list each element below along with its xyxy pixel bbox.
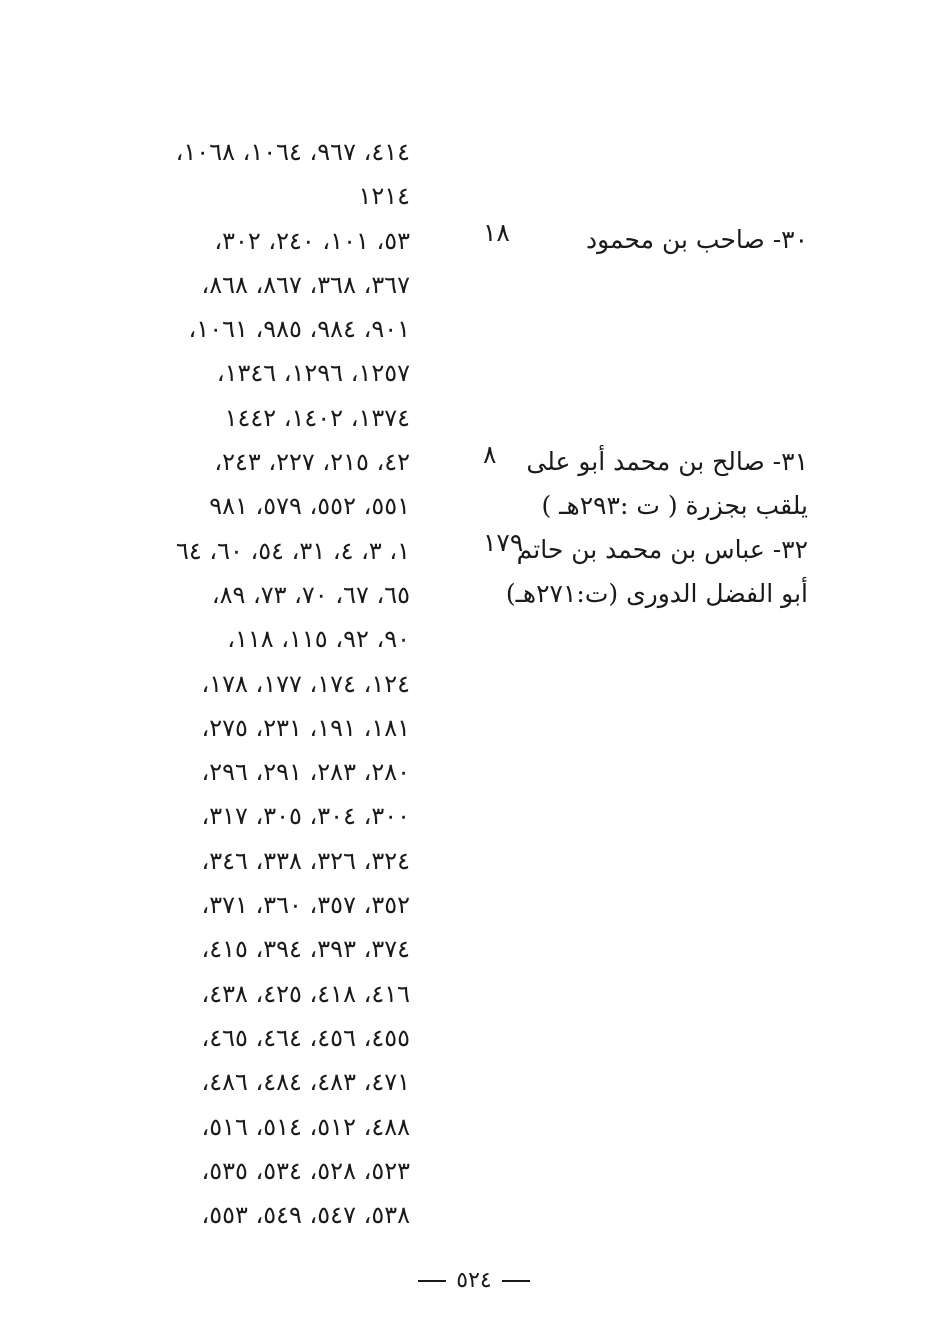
- narrator-count: ١٧٩: [483, 528, 524, 557]
- reference-line: ١٢٤، ١٧٤، ١٧٧، ١٧٨،: [201, 669, 410, 698]
- reference-line: ٣٠٠، ٣٠٤، ٣٠٥، ٣١٧،: [201, 802, 410, 831]
- narrator-entry-31: [463, 440, 808, 529]
- reference-line: ٥٣٨، ٥٤٧، ٥٤٩، ٥٥٣،: [201, 1201, 410, 1230]
- reference-line: ٢٨٠، ٢٨٣، ٢٩١، ٢٩٦،: [201, 758, 410, 787]
- reference-line: ٤١٤، ٩٦٧، ١٠٦٤، ١٠٦٨،: [175, 138, 410, 166]
- narrator-name: ٣٢- عباس بن محمد بن حاتم: [516, 535, 808, 564]
- reference-line: ٤١٦، ٤١٨، ٤٢٥، ٤٣٨،: [201, 979, 410, 1008]
- narrator-name: ٣١- صالح بن محمد أبو على: [526, 447, 808, 476]
- reference-line: ١٨١، ١٩١، ٢٣١، ٢٧٥،: [201, 713, 410, 742]
- reference-line: ٥٣، ١٠١، ٢٤٠، ٣٠٢،: [214, 226, 410, 255]
- reference-line: ٥٥١، ٥٥٢، ٥٧٩، ٩٨١: [209, 492, 410, 521]
- narrator-name: ٣٠- صاحب بن محمود: [585, 225, 808, 254]
- reference-line: ١، ٣، ٤، ٣١، ٥٤، ٦٠، ٦٤: [175, 536, 410, 565]
- reference-line: ٤٨٨، ٥١٢، ٥١٤، ٥١٦،: [201, 1112, 410, 1141]
- reference-line: ٤٧١، ٤٨٣، ٤٨٤، ٤٨٦،: [201, 1068, 410, 1097]
- footer-dash: [418, 1280, 446, 1282]
- reference-line: ٣٧٤، ٣٩٣، ٣٩٤، ٤١٥،: [201, 935, 410, 964]
- reference-line: ١٢١٤: [358, 182, 410, 211]
- reference-line: ٣٢٤، ٣٢٦، ٣٣٨، ٣٤٦،: [201, 846, 410, 875]
- reference-line: ٤٥٥، ٤٥٦، ٤٦٤، ٤٦٥،: [201, 1023, 410, 1052]
- footer-dash: [502, 1280, 530, 1282]
- page-number-footer: [0, 1268, 948, 1293]
- reference-line: ٣٥٢، ٣٥٧، ٣٦٠، ٣٧١،: [201, 891, 410, 920]
- page-number: ٥٢٤: [456, 1268, 492, 1293]
- reference-line: ٦٥، ٦٧، ٧٠، ٧٣، ٨٩،: [211, 580, 410, 609]
- narrator-subtitle: يلقب بجزرة ( ت :٢٩٣هـ ): [541, 491, 808, 521]
- reference-line: ٥٢٣، ٥٢٨، ٥٣٤، ٥٣٥،: [201, 1156, 410, 1185]
- reference-line: ٤٢، ٢١٥، ٢٢٧، ٢٤٣،: [214, 448, 410, 477]
- reference-line: ١٣٧٤، ١٤٠٢، ١٤٤٢: [224, 403, 410, 432]
- narrator-subtitle: أبو الفضل الدورى (ت:٢٧١هـ): [505, 579, 808, 609]
- narrator-entry-32: [463, 528, 808, 617]
- page-references-column: [100, 130, 410, 1237]
- reference-line: ٣٦٧، ٣٦٨، ٨٦٧، ٨٦٨،: [201, 270, 410, 299]
- narrator-count: ١٨: [483, 218, 510, 247]
- reference-line: ٩٠، ٩٢، ١١٥، ١١٨،: [227, 625, 410, 654]
- narrator-count: ٨: [483, 440, 497, 469]
- reference-line: ٩٠١، ٩٨٤، ٩٨٥، ١٠٦١،: [188, 315, 410, 344]
- reference-line: ١٢٥٧، ١٢٩٦، ١٣٤٦،: [216, 359, 410, 388]
- narrator-entry-30: [463, 218, 808, 262]
